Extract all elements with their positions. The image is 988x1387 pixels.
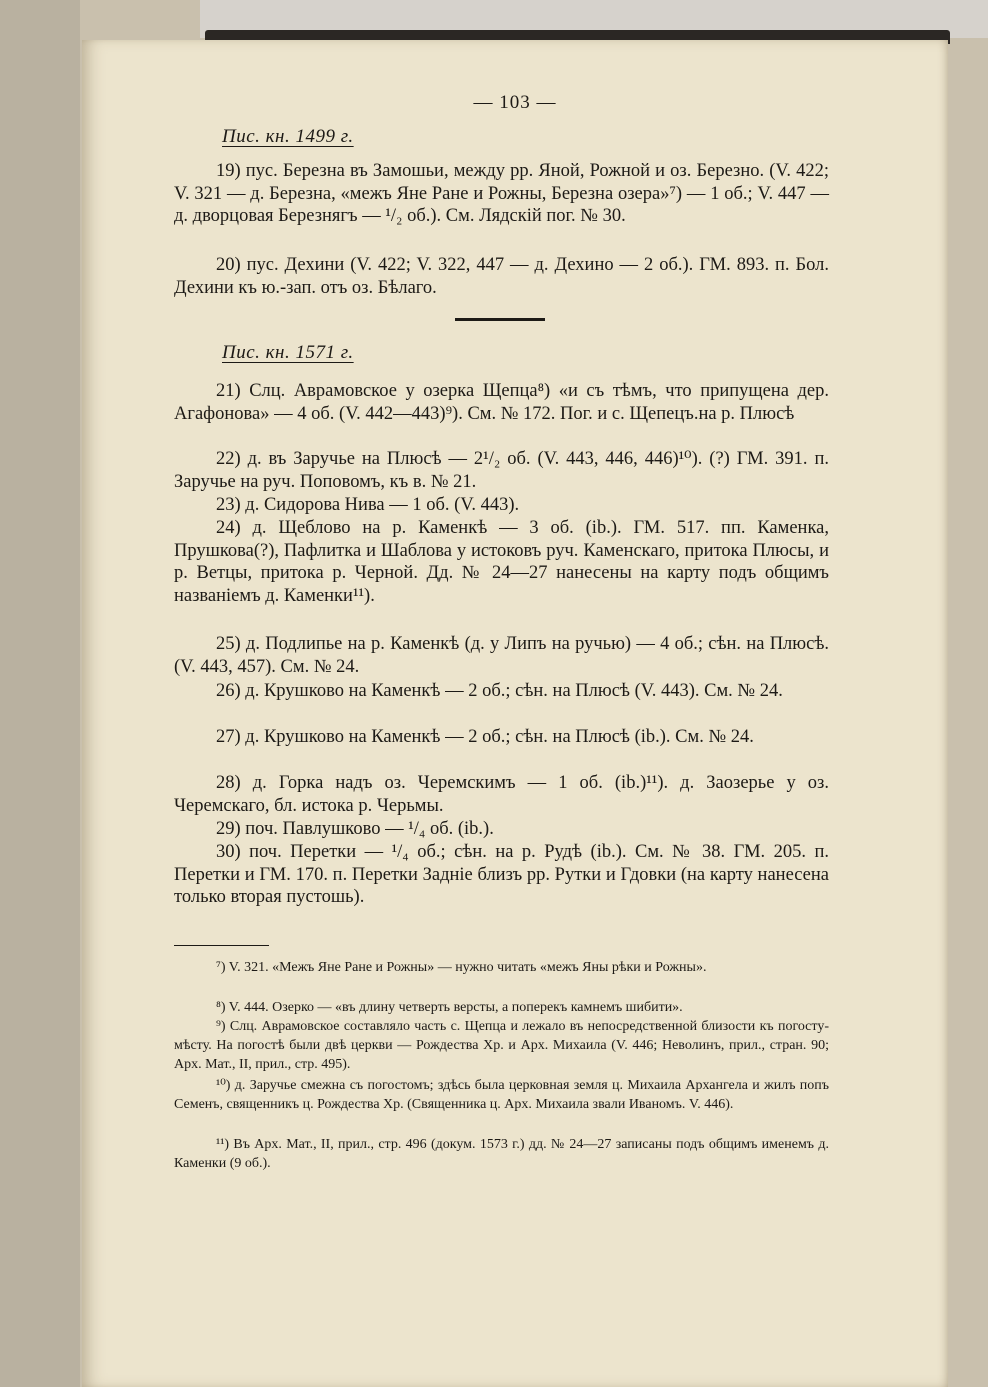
entry-19: 19) пус. Березна въ Замошьи, между рр. Яной, Рожной и оз. Березно. (V. 422; V. 321 — д. Березна, «межъ Яне Ране и Рожны, Березна озера»⁷) — 1 об.; V. 447 — д. дворцовая Березнягъ — ¹/₂ об.). См. Лядскій пог. № 30. (174, 161, 829, 226)
entry-24: 24) д. Щеблово на р. Каменкѣ — 3 об. (ib.). ГМ. 517. пп. Каменка, Прушкова(?), Пафлитка и Шаблова у истоковъ руч. Каменскаго, притока Плюсы, и р. Ветцы, притока р. Черной. Дд. № 24—27 нанесены на карту подъ общимъ названіемъ д. Каменки¹¹). (174, 518, 829, 606)
footnote-separator (174, 945, 269, 946)
entry-22: 22) д. въ Заручье на Плюсѣ — 2¹/₂ об. (V. 443, 446, 446)¹⁰). (?) ГМ. 391. п. Заручье на руч. Поповомъ, къ в. № 21. (174, 449, 829, 492)
book-page (82, 40, 948, 1387)
section-title-1571: Пис. кн. 1571 г. (222, 342, 354, 363)
section-title-1499: Пис. кн. 1499 г. (222, 126, 354, 147)
footnote-9: ⁹) Слц. Аврамовское составляло часть с. Щепца и лежало въ непосредственной близости къ погосту-мѣсту. На погостѣ были двѣ церкви — Рождества Хр. и Арх. Михаила (V. 446; Неволинъ, прил., стран. 90; Арх. Мат., II, прил., стр. 495). (174, 1019, 829, 1072)
footnote-7: ⁷) V. 321. «Межъ Яне Ране и Рожны» — нужно читать «межъ Яны рѣки и Рожны». (216, 960, 707, 975)
section-divider (455, 318, 545, 321)
entry-28: 28) д. Горка надъ оз. Черемскимъ — 1 об. (ib.)¹¹). д. Заозерье у оз. Черемскаго, бл. истока р. Черьмы. (174, 773, 829, 816)
scan-background-left (0, 0, 80, 1387)
entry-20: 20) пус. Дехини (V. 422; V. 322, 447 — д. Дехино — 2 об.). ГМ. 893. п. Бол. Дехини къ ю.-зап. отъ оз. Бѣлаго. (174, 255, 829, 298)
entry-27: 27) д. Крушково на Каменкѣ — 2 об.; сѣн. на Плюсѣ (ib.). См. № 24. (216, 727, 754, 747)
entry-25: 25) д. Подлипье на р. Каменкѣ (д. у Липъ на ручью) — 4 об.; сѣн. на Плюсѣ. (V. 443, 457). См. № 24. (174, 634, 829, 677)
entry-26: 26) д. Крушково на Каменкѣ — 2 об.; сѣн. на Плюсѣ (V. 443). См. № 24. (216, 681, 783, 701)
entry-21: 21) Слц. Аврамовское у озерка Щепца⁸) «и съ тѣмъ, что припущена дер. Агафонова» — 4 об. (V. 442—443)⁹). См. № 172. Пог. и с. Щепецъ.на р. Плюсѣ (174, 381, 829, 424)
footnote-10: ¹⁰) д. Заручье смежна съ погостомъ; здѣсь была церковная земля ц. Михаила Архангела и жилъ попъ Семенъ, священникъ ц. Рождества Хр. (Священника ц. Арх. Михаила звали Иваномъ. V. 446). (174, 1078, 829, 1112)
footnote-8: ⁸) V. 444. Озерко — «въ длину четверть версты, а поперекъ камнемъ шибити». (216, 1000, 683, 1015)
entry-23: 23) д. Сидорова Нива — 1 об. (V. 443). (216, 495, 520, 515)
entry-30: 30) поч. Перетки — ¹/₄ об.; сѣн. на р. Рудѣ (ib.). См. № 38. ГМ. 205. п. Перетки и ГМ. 170. п. Перетки Задніе близъ рр. Рутки и Гдовки (на карту нанесена только вторая пустошь). (174, 842, 829, 907)
page-number: — 103 — (473, 92, 557, 113)
entry-29: 29) поч. Павлушково — ¹/₄ об. (ib.). (216, 819, 494, 839)
footnote-11: ¹¹) Въ Арх. Мат., II, прил., стр. 496 (докум. 1573 г.) дд. № 24—27 записаны подъ общимъ именемъ д. Каменки (9 об.). (174, 1137, 829, 1171)
